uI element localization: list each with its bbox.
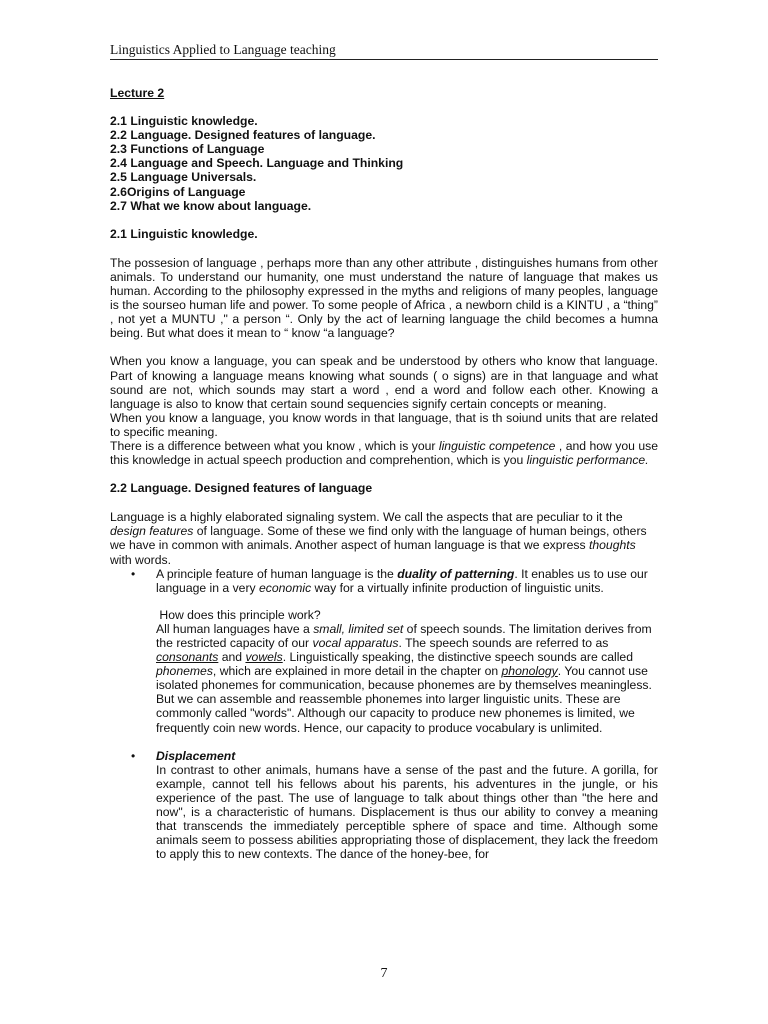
question-line: How does this principle work? (156, 607, 321, 622)
bullet-icon: • (131, 748, 136, 763)
term-duality-of-patterning: duality of patterning (397, 566, 515, 581)
paragraph: When you know a language, you know words in that language, that is th soiund units that are related to specific meaning. (110, 410, 658, 439)
page-number: 7 (380, 966, 388, 981)
term-linguistic-competence: linguistic competence (438, 438, 556, 453)
section-heading-2-1: 2.1 Linguistic knowledge. (110, 226, 258, 241)
table-of-contents (110, 114, 658, 213)
term-linguistic-performance: linguistic performance. (526, 453, 649, 468)
subheading-displacement: Displacement (156, 748, 236, 763)
list-item-displacement (110, 749, 658, 862)
paragraph: A principle feature of human language is the duality of patterning. It enables us to use our language in a very economic way for a virtually infinite production of linguistic units. (156, 566, 648, 595)
toc-item: 2.4 Language and Speech. Language and Thinking (110, 156, 404, 171)
paragraph: When you know a language, you can speak and be understood by others who know that language. Part of knowing a language means knowing what sounds ( o signs) are in that language and what sound are not, which sounds may start a word , end a word and follow each other. Knowing a language is also to know that certain sound sequencies signify certain concepts or meaning. (110, 354, 658, 411)
bullet-icon: • (131, 566, 136, 581)
section-heading-2-2: 2.2 Language. Designed features of language (110, 481, 373, 496)
paragraph: In contrast to other animals, humans have a sense of the past and the future. A gorilla, for example, cannot tell his fellows about his parents, his adventures in the jungle, or his experience of the past. The use of language to talk about things other than "the here and now", is a characteristic of humans. Displacement is thus our ability to convey a meaning that transcends the immediately perceptible sphere of space and time. Although some animals seem to possess abilities appropriating those of displacement, they lack the freedom to apply this to new contexts. The dance of the honey-bee, for (156, 762, 658, 862)
toc-item: 2.7 What we know about language. (110, 198, 312, 213)
list-item-duality (110, 567, 658, 595)
paragraph: All human languages have a small, limited set of speech sounds. The limitation derives from the restricted capacity of our vocal apparatus. The speech sounds are referred to as consonants and vowels. Linguistically speaking, the distinctive speech sounds are called phonemes, which are explained in more detail in the chapter on phonology. You cannot use isolated phonemes for communication, because phonemes are by themselves meaningless. But we can assemble and reassemble phonemes into larger linguistic units. These are commonly called "words". Although our capacity to produce new phonemes is limited, we frequently coin new words. Hence, our capacity to produce vocabulary is unlimited. (156, 621, 652, 735)
toc-item: 2.2 Language. Designed features of language. (110, 128, 376, 143)
toc-item: 2.3 Functions of Language (110, 142, 265, 157)
toc-item: 2.5 Language Universals. (110, 170, 257, 185)
lecture-title: Lecture 2 (110, 86, 165, 100)
page-header: Linguistics Applied to Language teaching (110, 42, 658, 60)
toc-item: 2.6Origins of Language (110, 184, 246, 199)
document-body (110, 86, 658, 861)
paragraph: There is a difference between what you know , which is your linguistic competence , and how you use this knowledge in actual speech production and comprehention, which is you linguistic performance. (110, 438, 658, 468)
toc-item: 2.1 Linguistic knowledge. (110, 114, 258, 129)
paragraph: The possesion of language , perhaps more than any other attribute , distinguishes humans from other animals. To understand our humanity, one must understand the nature of language that makes us human. According to the philosophy expressed in the myths and religions of many peoples, language is the sourseo human life and power. To some people of Africa , a newborn child is a KINTU , a “thing” , not yet a MUNTU ," a person “. Only by the act of learning language the child becomes a humna being. But what does it mean to “ know “a language? (110, 255, 658, 341)
paragraph: Language is a highly elaborated signaling system. We call the aspects that are peculiar to it the design features of language. Some of these we find only with the language of human beings, others we have in common with animals. Another aspect of human language is that we express thoughts with words. (110, 510, 647, 567)
explanation-block (110, 608, 658, 735)
